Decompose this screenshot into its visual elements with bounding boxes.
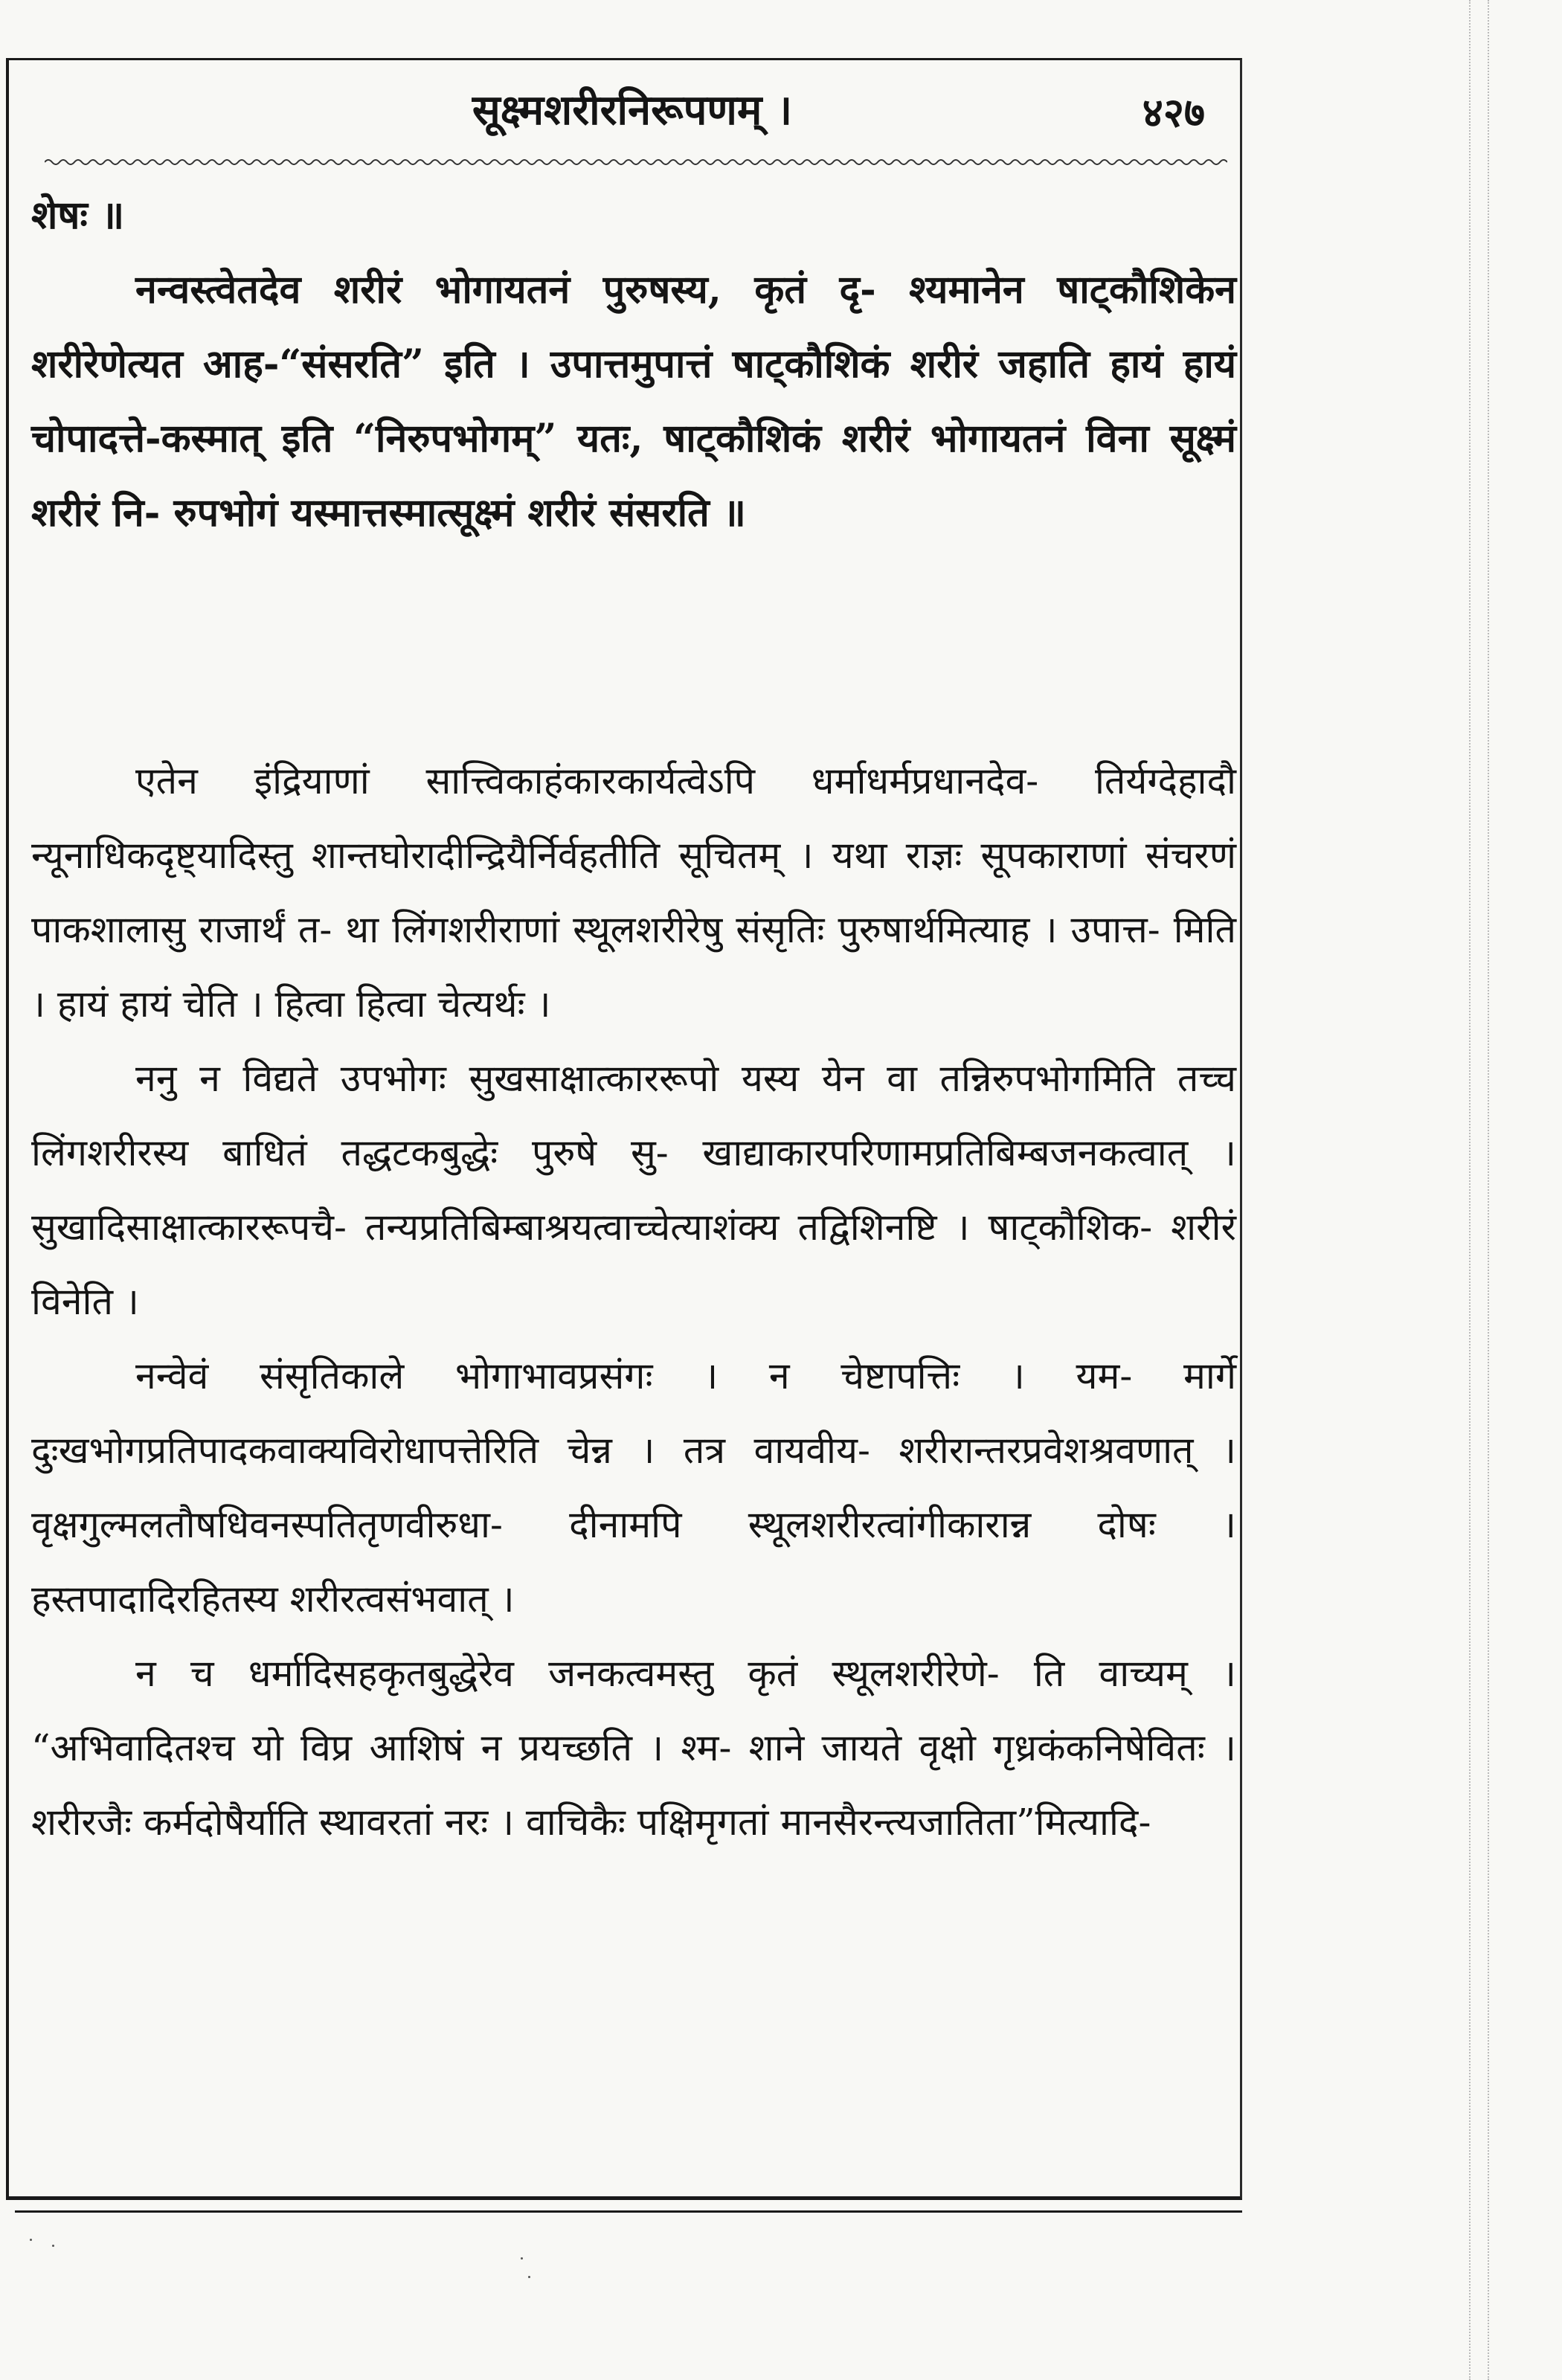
page-number: ४२७ <box>1142 89 1205 136</box>
print-speck <box>528 2276 530 2278</box>
commentary-paragraph: एतेन इंद्रियाणां सात्त्विकाहंकारकार्यत्वेऽपि धर्माधर्मप्रधानदेव- तिर्यग्देहादौ न्यूनाधिकदृष्ट्यादिस्तु शान्तघोरादीन्द्रियैर्निर्वहतीति सूचितम् । यथा राज्ञः सूपकाराणां संचरणं पाकशालासु राजार्थं त- था लिंगशरीराणां स्थूलशरीरेषु संसृतिः पुरुषार्थमित्याह । उपात्त- मिति । हायं हायं चेति । हित्वा हित्वा चेत्यर्थः । <box>31 759 1236 1026</box>
right-margin-rule <box>1469 0 1471 2380</box>
commentary-paragraph: ननु न विद्यते उपभोगः सुखसाक्षात्काररूपो यस्य येन वा तन्निरुपभोगमिति तच्च लिंगशरीरस्य बाधितं तद्धटकबुद्धेः पुरुषे सु- खाद्याकारपरिणामप्रतिबिम्बजनकत्वात् । सुखादिसाक्षात्काररूपचै- तन्यप्रतिबिम्बाश्रयत्वाच्चेत्याशंक्य तद्विशिनष्टि । षाट्कौशिक- शरीरं विनेति । <box>31 1057 1236 1323</box>
page-header <box>45 80 1220 155</box>
bottom-rule <box>15 2210 1242 2213</box>
commentary-paragraph: न च धर्मादिसहकृतबुद्धेरेव जनकत्वमस्तु कृतं स्थूलशरीरेणे- ति वाच्यम् । “अभिवादितश्च यो विप्र आशिषं न प्रयच्छति । श्म- शाने जायते वृक्षो गृध्रकंकनिषेवितः । शरीरजैः कर्मदोषैर्याति स्थावरतां नरः । वाचिकैः पक्षिमृगतां मानसैरन्त्यजातिता”मित्यादि- <box>31 1652 1236 1844</box>
print-speck <box>521 2257 523 2260</box>
print-speck <box>52 2245 54 2247</box>
print-speck <box>30 2239 32 2241</box>
commentary-paragraph: नन्वेवं संसृतिकाले भोगाभावप्रसंगः । न चेष्टापत्तिः । यम- मार्गे दुःखभोगप्रतिपादकवाक्यविरोधापत्तेरिति चेन्न । तत्र वायवीय- शरीरान्तरप्रवेशश्रवणात् । वृक्षगुल्मलतौषधिवनस्पतितृणवीरुधा- दीनामपि स्थूलशरीरत्वांगीकारान्न दोषः । हस्तपादादिरहितस्य शरीरत्वसंभवात् । <box>31 1354 1236 1621</box>
verse-line-1: शेषः ॥ <box>31 193 125 238</box>
verse-line-2: नन्वस्त्वेतदेव शरीरं भोगायतनं पुरुषस्य, कृतं दृ- श्यमानेन षाट्कौशिकेन शरीरेणेत्यत आह-“संसरति” इति । उपात्तमुपात्तं षाट्कौशिकं शरीरं जहाति हायं हायं चोपादत्ते-कस्मात् इति “निरुपभोगम्” यतः, षाट्कौशिकं शरीरं भोगायतनं विना सूक्ष्मं शरीरं नि- रुपभोगं यस्मात्तस्मात्सूक्ष्मं शरीरं संसरति ॥ <box>31 267 1236 536</box>
verse-block <box>31 178 1236 550</box>
running-title: सूक्ष्मशरीरनिरूपणम् । <box>472 86 793 135</box>
right-margin-rule-2 <box>1488 0 1489 2380</box>
commentary-block <box>31 744 1236 1859</box>
header-rule <box>45 158 1227 167</box>
